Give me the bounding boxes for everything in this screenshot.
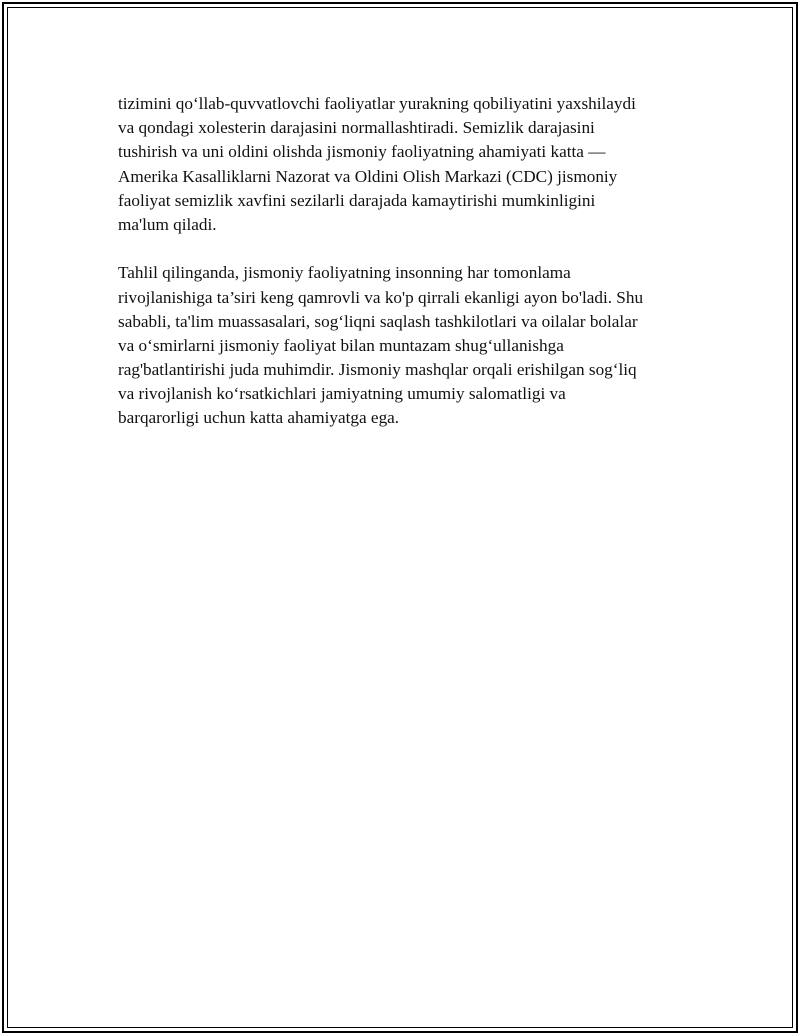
paragraph-2 — [118, 261, 698, 430]
text-line: tushirish va uni oldini olishda jismoniy faoliyatning ahamiyati katta — — [118, 142, 606, 162]
text-line: tizimini qo‘llab-quvvatlovchi faoliyatlar yurakning qobiliyatini yaxshilaydi — [118, 94, 636, 113]
document-body — [118, 92, 698, 431]
text-line: Amerika Kasalliklarni Nazorat va Oldini Olish Markazi (CDC) jismoniy — [118, 166, 618, 186]
text-line: barqarorligi uchun katta ahamiyatga ega. — [118, 408, 400, 428]
text-line: sababli, ta'lim muassasalari, sog‘liqni saqlash tashkilotlari va oilalar bolalar — [118, 311, 638, 331]
text-line: rag'batlantirishi juda muhimdir. Jismoniy mashqlar orqali erishilgan sog‘liq — [118, 360, 637, 380]
text-line: va rivojlanish ko‘rsatkichlari jamiyatning umumiy salomatligi va — [118, 384, 566, 404]
paragraph-spacer — [118, 237, 698, 261]
text-line: rivojlanishiga ta’siri keng qamrovli va ko'p qirrali ekanligi ayon bo'ladi. Shu — [118, 287, 644, 307]
text-line: Tahlil qilinganda, jismoniy faoliyatning insonning har tomonlama — [118, 263, 571, 283]
text-line: faoliyat semizlik xavfini sezilarli darajada kamaytirishi mumkinligini — [118, 190, 596, 210]
text-line: ma'lum qiladi. — [118, 214, 217, 234]
paragraph-1 — [118, 92, 698, 237]
text-line: va qondagi xolesterin darajasini normallashtiradi. Semizlik darajasini — [118, 118, 595, 138]
text-line: va o‘smirlarni jismoniy faoliyat bilan muntazam shug‘ullanishga — [118, 335, 564, 355]
